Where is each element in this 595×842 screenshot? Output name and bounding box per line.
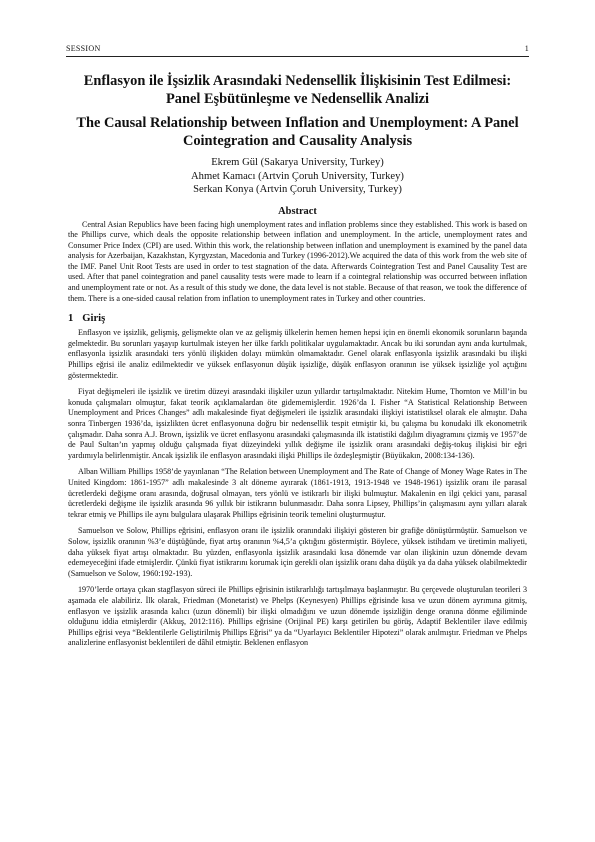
- title-english: The Causal Relationship between Inflation and Unemployment: A Panel Cointegration and Causality Analysis: [76, 115, 519, 149]
- body-paragraph: Fiyat değişmeleri ile işsizlik ve üretim düzeyi arasındaki ilişkiler uzun yıllardır tartışılmaktadır. Nitekim Hume, Thornton ve Mill’in bu konuda çalışmaları olmuştur, fakat teorik açıklamalardan öte gidememişlerdir. 1926’da I. Fisher “A Statistical Relationship Between Unemployment and Prices Changes” adlı makalesinde fiyat değişmeleri ile işsizlik arasındaki ilişkiyi istatistiksel olarak ele almıştır. Daha sonra Tinbergen 1936’da, işsizlikten ücret enflasyonuna doğru bir nedensellik tespit etmiştir ki, bu çalışma bu konudaki ilk ekonometrik çalışmadır. Daha sonra A.J. Brown, işsizlik ve ücret enflasyonu arasındaki çalışmasında ilk istatistiki dağılım diyagramını çizmiş ve 1957’de de Paul Sultan’ın yapmış olduğu çalışmada fiyat düzeyindeki yıllık değişme ile işsizlik oranı arasındaki değiş-tokuş ilişkisi bir eğri yardımıyla belirlenmiştir. Ancak işsizlik ile enflasyon arasındaki ilişki Phillips ile özdeşleşmiştir (Büyükakın, 2008:134-136).: [68, 387, 527, 460]
- running-head: [66, 44, 529, 57]
- section-heading: [68, 313, 527, 324]
- abstract-text: Central Asian Republics have been facing high unemployment rates and inflation problems since they established. This work is based on the Phillips curve, which deals the opposite relationship between inflation and unemployment. In the article, unemployment rates and Consumer Price Index (CPI) are used. Within this work, the relationship between inflation and unemployment is examined by the panel data analysis for Azerbaijan, Kazakhstan, Kyrgyzstan, Macedonia and Turkey (1996-2012).We acquired the data of this work from the web site of the IMF. Panel Unit Root Tests are used in order to test stagnation of the data. Afterwards Cointegration Test and Panel Causality Test are used. After that panel cointegration and panel causality tests were made to learn if a cointegral relationship was occurred between inflation and unemployment rate or not. As a result of this study we done, the data level is not stable. Because of that reason, we took the difference of them. There is a one-sided causal relation from inflation to unemployment rates in Turkey and other countries.: [68, 219, 527, 303]
- author: Ekrem Gül (Sakarya University, Turkey): [211, 157, 384, 168]
- page-number: 1: [524, 44, 529, 53]
- abstract-heading: Abstract: [278, 205, 317, 217]
- author-list: [68, 156, 527, 197]
- section-title: Giriş: [82, 313, 106, 325]
- author: Ahmet Kamacı (Artvin Çoruh University, Turkey): [191, 170, 404, 182]
- body-paragraph: Samuelson ve Solow, Phillips eğrisini, enflasyon oranı ile işsizlik oranındaki ilişkiyi gösteren bir grafiğe dönüştürmüştür. Samuelson ve Solow, işsizlik oranının %3’e düştüğünde, fiyat artış oranının %4,5’a çıktığını göstermiştir. Böylece, yüksek istihdam ve üretimin maliyeti, daha yüksek fiyat artışı olmaktadır. Bu yüzden, enflasyonla işsizlik arasındaki kısa dönemde var olan ilişkinin uzun dönemde devam edemeyeceğini ifade etmişlerdir. Çünkü fiyat istikrarını korumak için gerekli olan işsizlik oranı daha düşük ya da daha yüksek olabilmektedir (Samuelson ve Solow, 1960:192-193).: [68, 526, 527, 578]
- body-paragraph: Enflasyon ve işsizlik, gelişmiş, gelişmekte olan ve az gelişmiş ülkelerin hemen hemen hepsi için en önemli ekonomik sorunların başında gelmektedir. Bu sorunları yaşayıp kurtulmak isteyen her ülke farklı politikalar uygulamaktadır. Ancak bu iki sorundan aynı anda kurtulmak, enflasyonla işsizlik arasındaki ters yönlü ilişkiden dolayı mümkün olmamaktadır. Genel olarak enflasyonla işsizlik arasındaki bu ilişki Phillips eğrisi ile analiz edilmektedir ve yüksek enflasyonun düşük işsizliğe, düşük enflasyon oranının ise yüksek işsizliğe yol açtığını göstermektedir.: [68, 328, 527, 380]
- section-number: 1: [68, 313, 74, 325]
- content: [68, 72, 527, 655]
- running-head-section: SESSION: [66, 44, 101, 53]
- body-paragraph: Alban William Phillips 1958’de yayınlanan “The Relation between Unemployment and The Rate of Change of Money Wage Rates in The United Kingdom: 1861-1957” adlı makalesinde 3 alt döneme ayırarak (1861-1913, 1913-1948 ve 1948-1961) işsizlik oranı ile parasal ücretlerdeki değişme oranı arasında, doğrusal olmayan, ters yönlü ve istikrarlı bir ilişki bulmuştur. Makalenin en ilgi çekici yanı, parasal ücretlerdeki değişme ile işsizlik arasında 96 yıllık bir istikrarın bulunmasıdır. Daha sonra Lipsey, Phillips’in çalışmasını aynı yılları alarak tekrar etmiş ve Phillips ile aynı bulgulara ulaşarak Phillips eğrisinin teorik temelini oluşturmuştur.: [68, 467, 527, 519]
- title-turkish: Enflasyon ile İşsizlik Arasındaki Nedensellik İlişkisinin Test Edilmesi: Panel Eşbütünleşme ve Nedensellik Analizi: [83, 73, 512, 107]
- author: Serkan Konya (Artvin Çoruh University, Turkey): [193, 184, 402, 195]
- body-paragraph: 1970’lerde ortaya çıkan stagflasyon süreci ile Phillips eğrisinin istikrarlılığı tartışılmaya başlanmıştır. Bu çerçevede oluşturulan teorileri 3 aşamada ele alabiliriz. İlk olarak, Friedman (Monetarist) ve Phelps (Keynesyen) Phillips eğrisinde kısa ve uzun dönem ayrımına gitmiş, enflasyon ve işsizlik arasında kalıcı (uzun dönemli) bir ilişki olmadığını ve uzun dönemde işsizliğin denge oranına dönme eğiliminde olduğunu iddia etmişlerdir (Akkuş, 2012:116). Phillips eğrisine (Orijinal PE) karşı getirilen bu görüş, Adaptif Beklentiler ilave edilmiş Phillips eğrisi veya “Beklentilerle Geliştirilmiş Phillips Eğrisi” ya da “Uyarlayıcı Beklentiler Hipotezi” olarak anılmıştır. Friedman ve Phelps analizlerine enflasyonist beklentileri de dâhil etmiştir. Beklenen enflasyon: [68, 585, 527, 648]
